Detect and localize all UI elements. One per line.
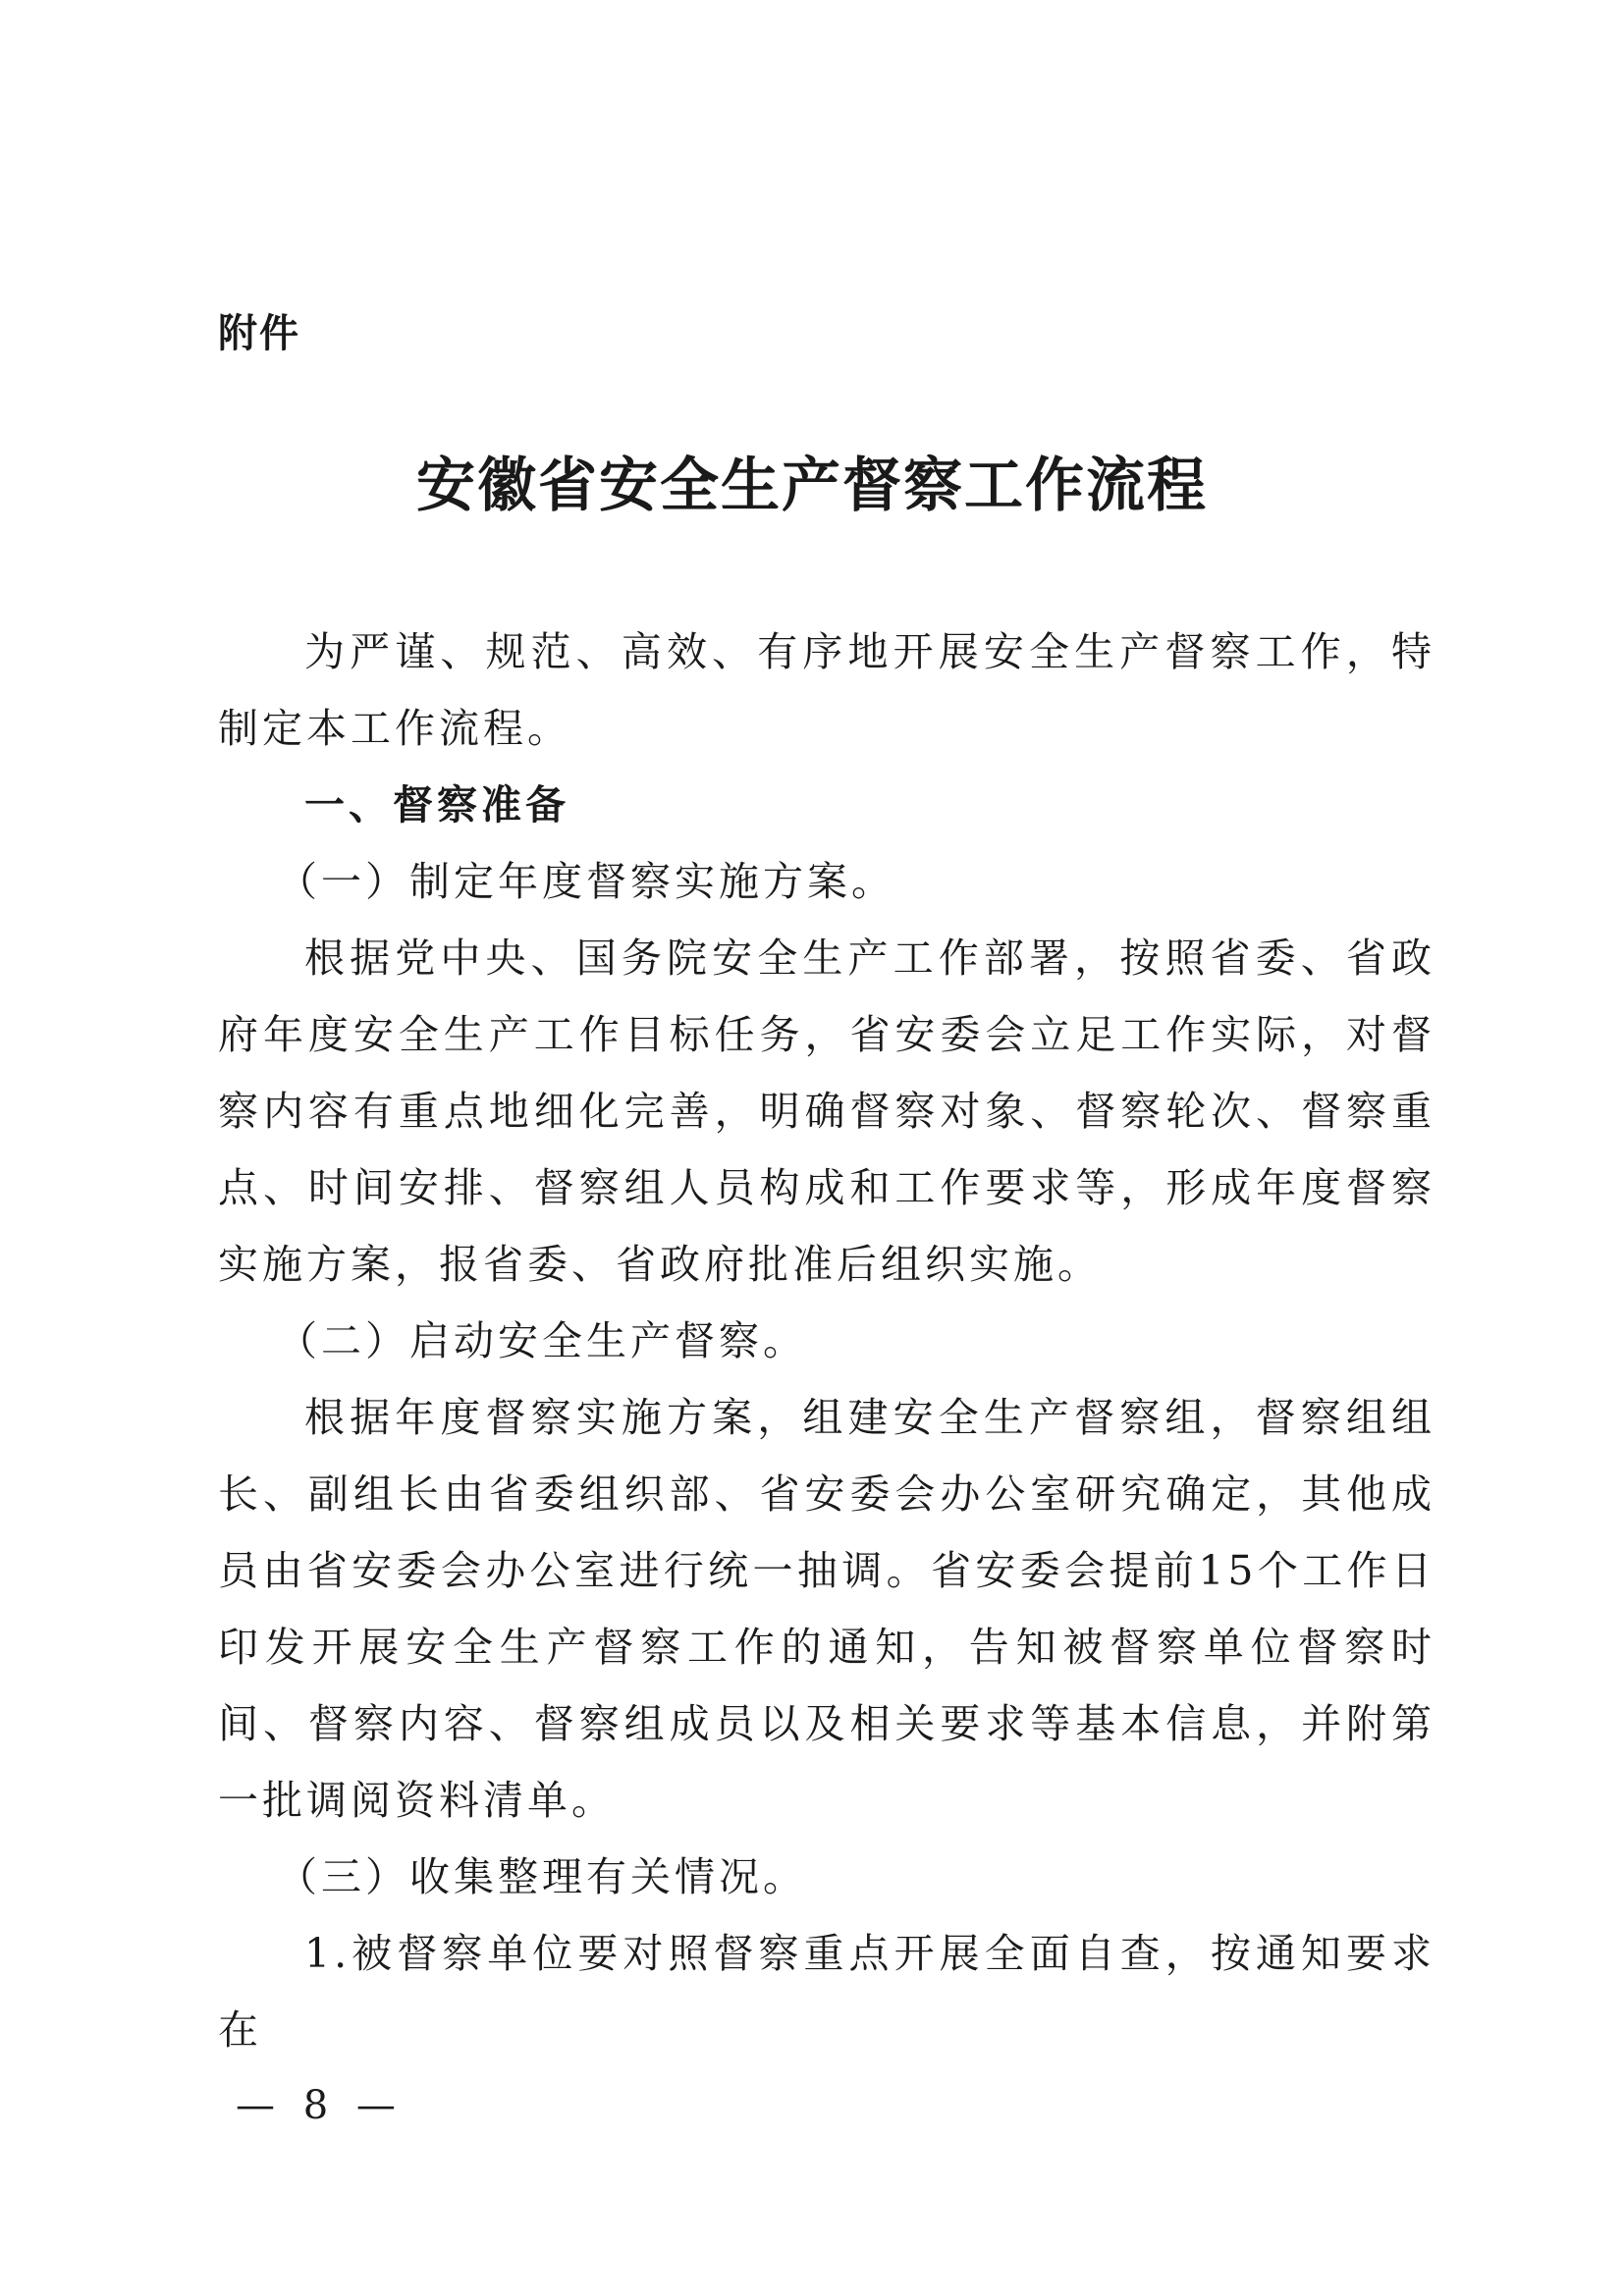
subsection-heading-annual-plan: （一）制定年度督察实施方案。	[277, 858, 895, 905]
section-heading-preparation: 一、督察准备	[304, 781, 569, 828]
paragraph-collect-item-1: 1.被督察单位要对照督察重点开展全面自查，按通知要求在	[218, 1930, 1435, 2054]
subsection-heading-collect: （三）收集整理有关情况。	[277, 1853, 807, 1900]
page-number: — 8 —	[236, 2083, 404, 2128]
attachment-label: 附件	[218, 311, 300, 356]
intro-paragraph: 为严谨、规范、高效、有序地开展安全生产督察工作，特制定本工作流程。	[218, 628, 1435, 752]
subsection-heading-launch: （二）启动安全生产督察。	[277, 1317, 807, 1364]
paragraph-annual-plan: 根据党中央、国务院安全生产工作部署，按照省委、省政府年度安全生产工作目标任务，省安委会立足工作实际，对督察内容有重点地细化完善，明确督察对象、督察轮次、督察重点、时间安排、督察组人员构成和工作要求等，形成年度督察实施方案，报省委、省政府批准后组织实施。	[218, 934, 1435, 1288]
document-body	[218, 614, 1435, 2068]
paragraph-launch: 根据年度督察实施方案，组建安全生产督察组，督察组组长、副组长由省委组织部、省安委会办公室研究确定，其他成员由省安委会办公室进行统一抽调。省安委会提前15个工作日印发开展安全生产督察工作的通知，告知被督察单位督察时间、督察内容、督察组成员以及相关要求等基本信息，并附第一批调阅资料清单。	[218, 1394, 1435, 1824]
document-title: 安徽省安全生产督察工作流程	[416, 452, 1208, 520]
